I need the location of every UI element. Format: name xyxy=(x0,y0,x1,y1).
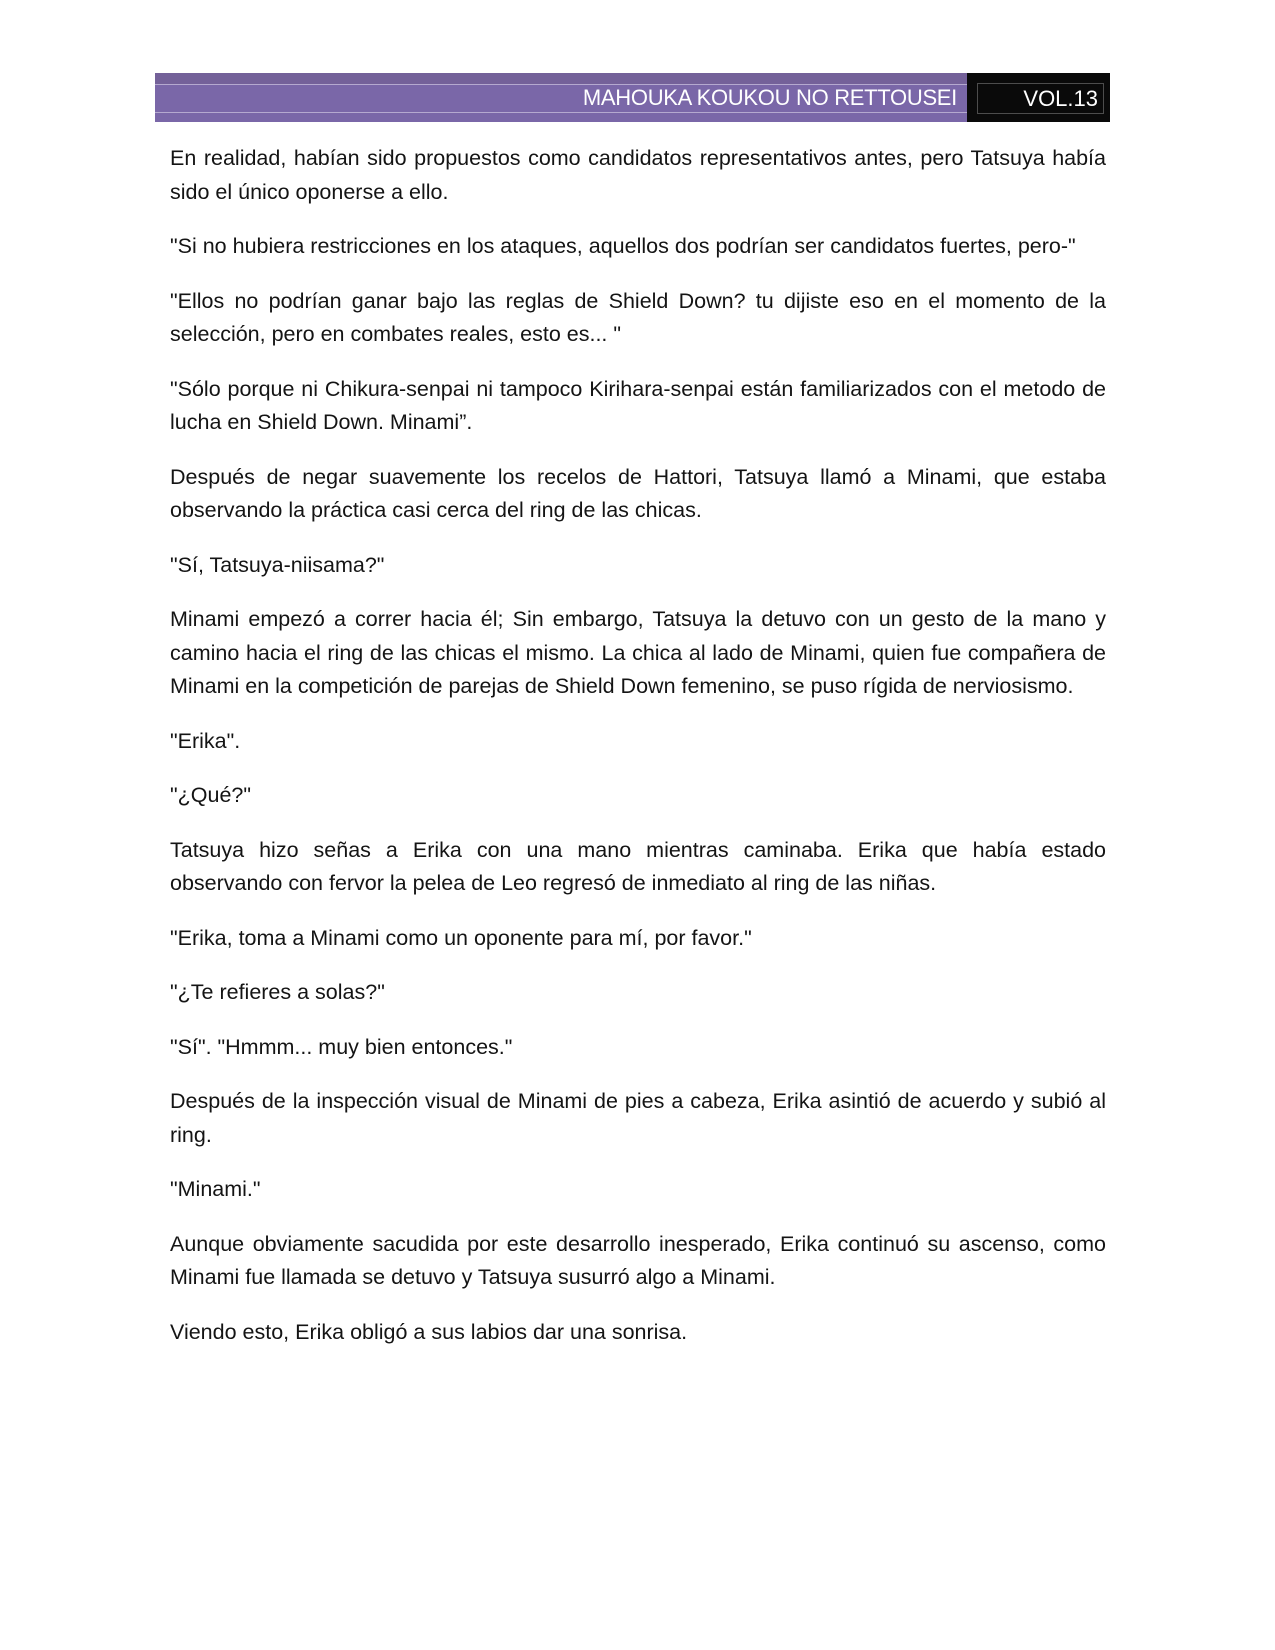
header-title-cell xyxy=(155,73,967,122)
paragraph: En realidad, habían sido propuestos como candidatos representativos antes, pero Tatsuya había sido el único oponerse a ello. xyxy=(170,146,1106,204)
paragraph: Aunque obviamente sacudida por este desarrollo inesperado, Erika continuó su ascenso, como Minami fue llamada se detuvo y Tatsuya susurró algo a Minami. xyxy=(170,1231,1106,1289)
paragraph: "¿Te refieres a solas?" xyxy=(170,980,385,1004)
paragraph: "Sólo porque ni Chikura-senpai ni tampoco Kirihara-senpai están familiarizados con el metodo de lucha en Shield Down. Minami”. xyxy=(170,376,1106,434)
header-volume-cell xyxy=(967,73,1110,122)
page-content xyxy=(170,142,1106,1370)
paragraph: Después de negar suavemente los recelos de Hattori, Tatsuya llamó a Minami, que estaba observando la práctica casi cerca del ring de las chicas. xyxy=(170,464,1106,522)
volume-badge: VOL.13 xyxy=(1023,85,1098,111)
paragraph: "Erika, toma a Minami como un oponente para mí, por favor." xyxy=(170,925,752,950)
page-header xyxy=(155,73,1110,122)
paragraph: "Erika". xyxy=(170,728,241,753)
header-top-strip xyxy=(155,73,967,84)
paragraph: Minami empezó a correr hacia él; Sin embargo, Tatsuya la detuvo con un gesto de la mano y camino hacia el ring de las chicas el mismo. La chica al lado de Minami, quien fue compañera de Minami en la competición de parejas de Shield Down femenino, se puso rígida de nerviosismo. xyxy=(170,607,1106,698)
document-title: MAHOUKA KOUKOU NO RETTOUSEI xyxy=(582,84,957,110)
paragraph: Viendo esto, Erika obligó a sus labios dar una sonrisa. xyxy=(170,1319,688,1344)
paragraph: "Ellos no podrían ganar bajo las reglas de Shield Down? tu dijiste eso en el momento de la selección, pero en combates reales, esto es... " xyxy=(170,288,1106,346)
volume-box xyxy=(977,83,1104,114)
paragraph: "¿Qué?" xyxy=(170,783,251,807)
paragraph: "Sí". "Hmmm... muy bien entonces." xyxy=(170,1034,513,1059)
paragraph: "Si no hubiera restricciones en los ataques, aquellos dos podrían ser candidatos fuertes, pero-" xyxy=(170,234,1076,258)
paragraph: Tatsuya hizo señas a Erika con una mano mientras caminaba. Erika que había estado observando con fervor la pelea de Leo regresó de inmediato al ring de las niñas. xyxy=(170,837,1106,895)
paragraph: Después de la inspección visual de Minami de pies a cabeza, Erika asintió de acuerdo y subió al ring. xyxy=(170,1089,1106,1147)
paragraph: "Minami." xyxy=(170,1177,261,1201)
paragraph: "Sí, Tatsuya-niisama?" xyxy=(170,552,385,577)
